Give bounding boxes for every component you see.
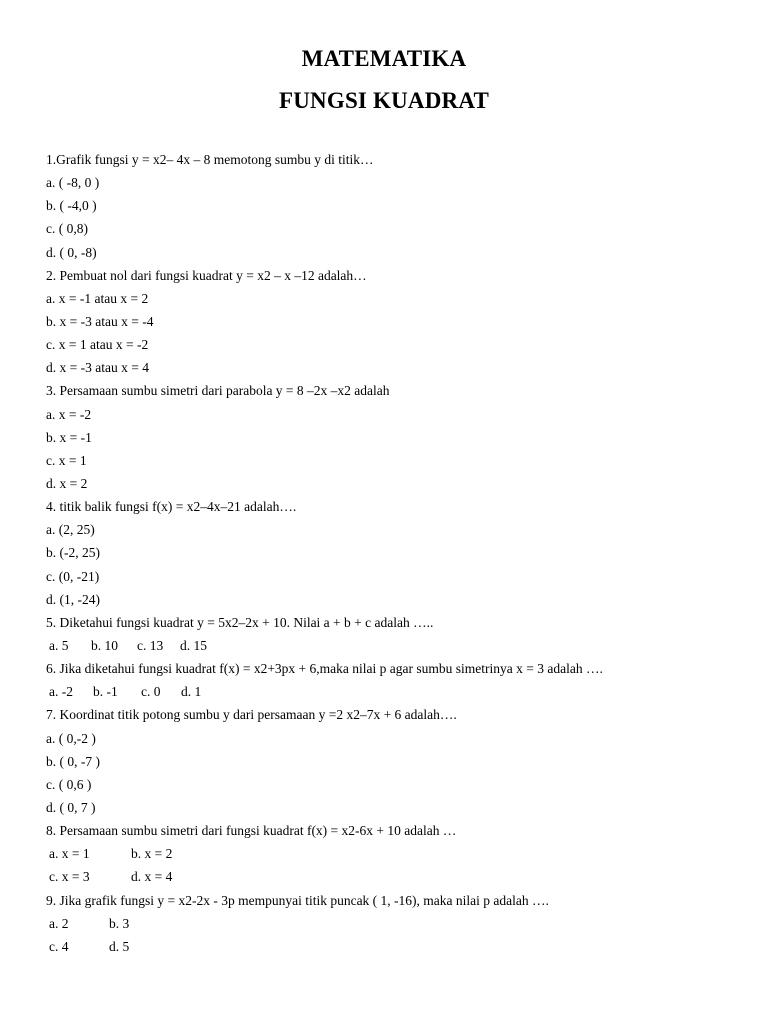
question-9-option-d: d. 5 [109, 938, 130, 954]
question-8-option-d: d. x = 4 [131, 869, 173, 885]
question-list [46, 148, 746, 958]
question-8-options-row-1 [46, 842, 746, 865]
question-5-option-c: c. 13 [137, 637, 164, 653]
question-2-option-d: d. x = -3 atau x = 4 [46, 360, 149, 376]
question-2-option-a: a. x = -1 atau x = 2 [46, 290, 149, 306]
question-5-option-b: b. 10 [91, 637, 118, 653]
question-8-option-b: b. x = 2 [131, 846, 173, 862]
question-8-options-row-2 [46, 865, 746, 888]
question-7-option-d: d. ( 0, 7 ) [46, 799, 96, 815]
question-9-option-b: b. 3 [109, 915, 130, 931]
question-9-option-c: c. 4 [49, 938, 69, 954]
question-1-option-a: a. ( -8, 0 ) [46, 175, 100, 191]
question-6-text: 6. Jika diketahui fungsi kuadrat f(x) = x2+3px + 6,maka nilai p agar sumbu simetrinya x = 3 adalah …. [46, 661, 603, 677]
question-9-options-row-2 [46, 935, 746, 958]
question-9-option-a: a. 2 [49, 915, 69, 931]
question-2-option-b: b. x = -3 atau x = -4 [46, 313, 154, 329]
question-3-option-a: a. x = -2 [46, 406, 92, 422]
question-1-option-d: d. ( 0, -8) [46, 244, 97, 260]
question-6-option-c: c. 0 [141, 684, 161, 700]
question-4-option-b: b. (-2, 25) [46, 545, 100, 561]
question-6-option-a: a. -2 [49, 684, 73, 700]
question-7-option-c: c. ( 0,6 ) [46, 776, 92, 792]
question-6-options [46, 680, 746, 703]
question-6-option-b: b. -1 [93, 684, 118, 700]
question-9-options-row-1 [46, 912, 746, 935]
question-7-text: 7. Koordinat titik potong sumbu y dari persamaan y =2 x2–7x + 6 adalah…. [46, 707, 457, 723]
question-7-option-b: b. ( 0, -7 ) [46, 753, 100, 769]
question-2-option-c: c. x = 1 atau x = -2 [46, 337, 149, 353]
question-3-text: 3. Persamaan sumbu simetri dari parabola y = 8 –2x –x2 adalah [46, 383, 390, 399]
document-subtitle: FUNGSI KUADRAT [278, 88, 490, 113]
question-5-options [46, 634, 746, 657]
question-3-option-b: b. x = -1 [46, 429, 92, 445]
question-1-option-c: c. ( 0,8) [46, 221, 88, 237]
question-4-option-d: d. (1, -24) [46, 591, 100, 607]
question-3-option-d: d. x = 2 [46, 475, 88, 491]
document-title: MATEMATIKA [301, 46, 467, 71]
question-1-text: 1.Grafik fungsi y = x2– 4x – 8 memotong sumbu y di titik… [46, 152, 374, 167]
question-4-option-c: c. (0, -21) [46, 568, 100, 584]
question-5-text: 5. Diketahui fungsi kuadrat y = 5x2–2x + 10. Nilai a + b + c adalah ….. [46, 614, 434, 630]
question-6-option-d: d. 1 [181, 684, 202, 700]
question-1-option-b: b. ( -4,0 ) [46, 198, 97, 214]
question-9-text: 9. Jika grafik fungsi y = x2-2x - 3p mempunyai titik puncak ( 1, -16), maka nilai p adalah …. [46, 892, 549, 908]
question-8-option-a: a. x = 1 [49, 846, 90, 862]
question-4-text: 4. titik balik fungsi f(x) = x2–4x–21 adalah…. [46, 499, 297, 515]
question-8-text: 8. Persamaan sumbu simetri dari fungsi kuadrat f(x) = x2-6x + 10 adalah … [46, 823, 457, 839]
question-8-option-c: c. x = 3 [49, 869, 90, 885]
question-7-option-a: a. ( 0,-2 ) [46, 730, 96, 746]
question-5-option-d: d. 15 [180, 637, 207, 653]
question-2-text: 2. Pembuat nol dari fungsi kuadrat y = x2 – x –12 adalah… [46, 267, 367, 283]
question-5-option-a: a. 5 [49, 637, 69, 653]
question-3-option-c: c. x = 1 [46, 452, 87, 468]
question-4-option-a: a. (2, 25) [46, 522, 95, 538]
